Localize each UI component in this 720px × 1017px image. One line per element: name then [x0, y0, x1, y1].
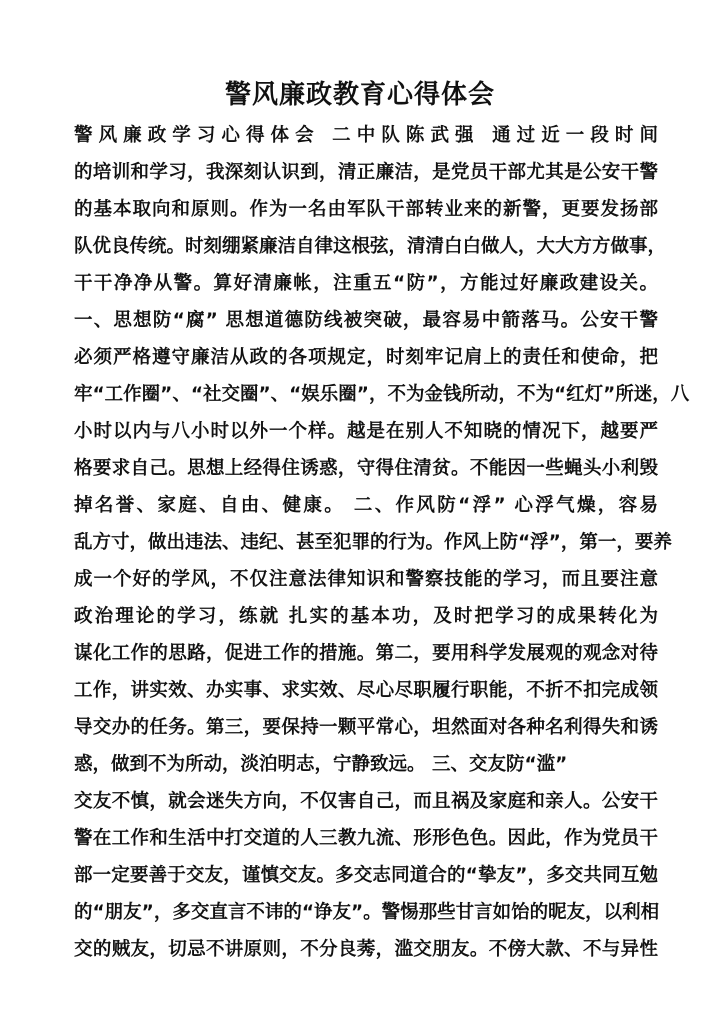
- paragraph-line: 警在工作和生活中打交道的人三教九流、形形色色。因此，作为党员干: [74, 828, 658, 849]
- paragraph-line: 的基本取向和原则。作为一名由军队干部转业来的新警，更要发扬部: [74, 199, 658, 220]
- paragraph-line: 交友不慎，就会迷失方向，不仅害自己，而且祸及家庭和亲人。公安干: [74, 791, 658, 812]
- paragraph-line: 干干净净从警。算好清廉帐，注重五“防”，方能过好廉政建设关。: [74, 273, 658, 294]
- paragraph-line: 小时以内与八小时以外一个样。越是在别人不知晓的情况下，越要严: [74, 421, 658, 442]
- paragraph-line: 工作，讲实效、办实事、求实效、尽心尽职履行职能，不折不扣完成领: [74, 680, 658, 701]
- paragraph-line: 惑，做到不为所动，淡泊明志，宁静致远。 三、交友防“滥”: [74, 754, 568, 775]
- paragraph-line: 一、思想防“腐” 思想道德防线被突破，最容易中箭落马。公安干警: [74, 310, 658, 331]
- paragraph-line: 交的贼友，切忌不讲原则，不分良莠，滥交朋友。不傍大款、不与异性: [74, 939, 658, 960]
- paragraph-line: 政治理论的学习，练就 扎实的基本功，及时把学习的成果转化为: [74, 606, 658, 627]
- paragraph-line: 必须严格遵守廉洁从政的各项规定，时刻牢记肩上的责任和使命，把: [74, 347, 658, 368]
- paragraph-line: 队优良传统。时刻绷紧廉洁自律这根弦，清清白白做人，大大方方做事，: [74, 236, 667, 257]
- paragraph-line: 格要求自己。思想上经得住诱惑，守得住清贫。不能因一些蝇头小利毁: [74, 458, 658, 479]
- paragraph-line: 部一定要善于交友，谨慎交友。多交志同道合的“挚友”，多交共同互勉: [74, 865, 658, 886]
- paragraph-line: 成一个好的学风，不仅注意法律知识和警察技能的学习，而且要注意: [74, 569, 658, 590]
- document-title: 警风廉政教育心得体会: [224, 80, 495, 110]
- paragraph-line: 乱方寸，做出违法、违纪、甚至犯罪的行为。作风上防“浮”，第一，要养: [74, 532, 672, 553]
- paragraph-line: 导交办的任务。第三，要保持一颗平常心，坦然面对各种名利得失和诱: [74, 717, 658, 738]
- paragraph-line: 牢“工作圈”、“社交圈”、“娱乐圈”，不为金钱所动，不为“红灯”所迷，八: [74, 384, 690, 405]
- paragraph-line: 的培训和学习，我深刻认识到，清正廉洁，是党员干部尤其是公安干警: [74, 162, 658, 183]
- paragraph-line: 掉名誉、家庭、自由、健康。 二、作风防“浮” 心浮气燥，容易: [74, 495, 658, 516]
- paragraph-line: 的“朋友”，多交直言不讳的“诤友”。警惕那些甘言如饴的昵友，以利相: [74, 902, 660, 923]
- paragraph-line: 警风廉政学习心得体会 二中队陈武强 通过近一段时间: [74, 125, 658, 146]
- paragraph-line: 谋化工作的思路，促进工作的措施。第二，要用科学发展观的观念对待: [74, 643, 658, 664]
